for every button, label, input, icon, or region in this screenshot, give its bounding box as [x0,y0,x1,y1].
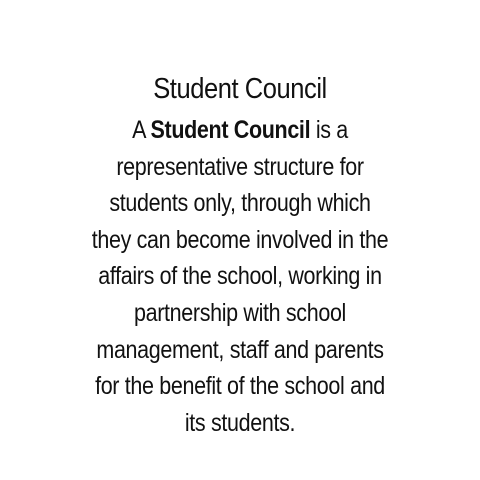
slide-body [20,112,460,441]
body-line-1-suffix: is a [310,116,348,144]
body-line-3: students only, through which [109,189,371,218]
body-line-6: partnership with school [134,298,346,327]
body-line-1 [51,112,429,149]
body-line-5: affairs of the school, working in [98,262,382,291]
slide-title: Student Council [153,73,327,106]
body-line-8: for the benefit of the school and [95,372,385,401]
body-line-7: management, staff and parents [96,335,384,364]
body-line-4: they can become involved in the [91,225,389,254]
body-emphasis-student-council: Student Council [150,116,311,144]
body-line-1-prefix: A [132,116,151,144]
body-line-2: representative structure for [116,152,364,181]
body-line-9: its students. [184,408,296,437]
